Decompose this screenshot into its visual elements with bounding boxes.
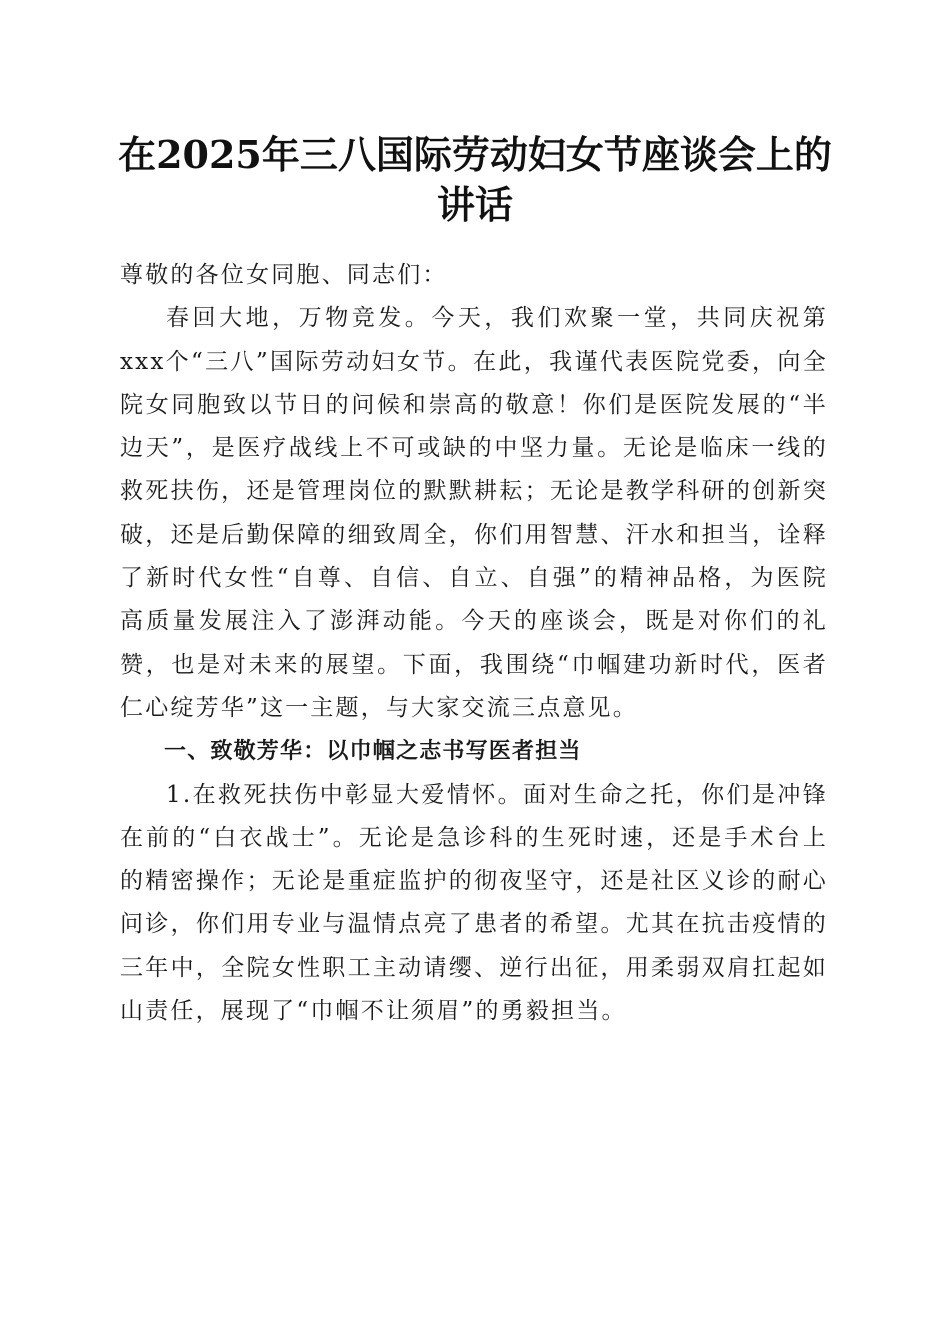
document-body bbox=[120, 254, 828, 1033]
document-title: 在2025年三八国际劳动妇女节座谈会上的讲话 bbox=[118, 132, 832, 227]
section-paragraph: 1.在救死扶伤中彰显大爱情怀。面对生命之托，你们是冲锋在前的“白衣战士”。无论是急诊科的生死时速，还是手术台上的精密操作；无论是重症监护的彻夜坚守，还是社区义诊的耐心问诊，你们用专业与温情点亮了患者的希望。尤其在抗击疫情的三年中，全院女性职工主动请缨、逆行出征，用柔弱双肩扛起如山责任，展现了“巾帼不让须眉”的勇毅担当。 bbox=[120, 781, 828, 1025]
section-heading: 一、致敬芳华：以巾帼之志书写医者担当 bbox=[164, 739, 582, 765]
opening-paragraph: 春回大地，万物竞发。今天，我们欢聚一堂，共同庆祝第xxx个“三八”国际劳动妇女节。在此，我谨代表医院党委，向全院女同胞致以节日的问候和崇高的敬意！你们是医院发展的“半边天”，是医疗战线上不可或缺的中坚力量。无论是临床一线的救死扶伤，还是管理岗位的默默耕耘；无论是教学科研的创新突破，还是后勤保障的细致周全，你们用智慧、汗水和担当，诠释了新时代女性“自尊、自信、自立、自强”的精神品格，为医院高质量发展注入了澎湃动能。今天的座谈会，既是对你们的礼赞，也是对未来的展望。下面，我围绕“巾帼建功新时代，医者仁心绽芳华”这一主题，与大家交流三点意见。 bbox=[120, 305, 828, 721]
salutation: 尊敬的各位女同胞、同志们： bbox=[120, 262, 448, 288]
